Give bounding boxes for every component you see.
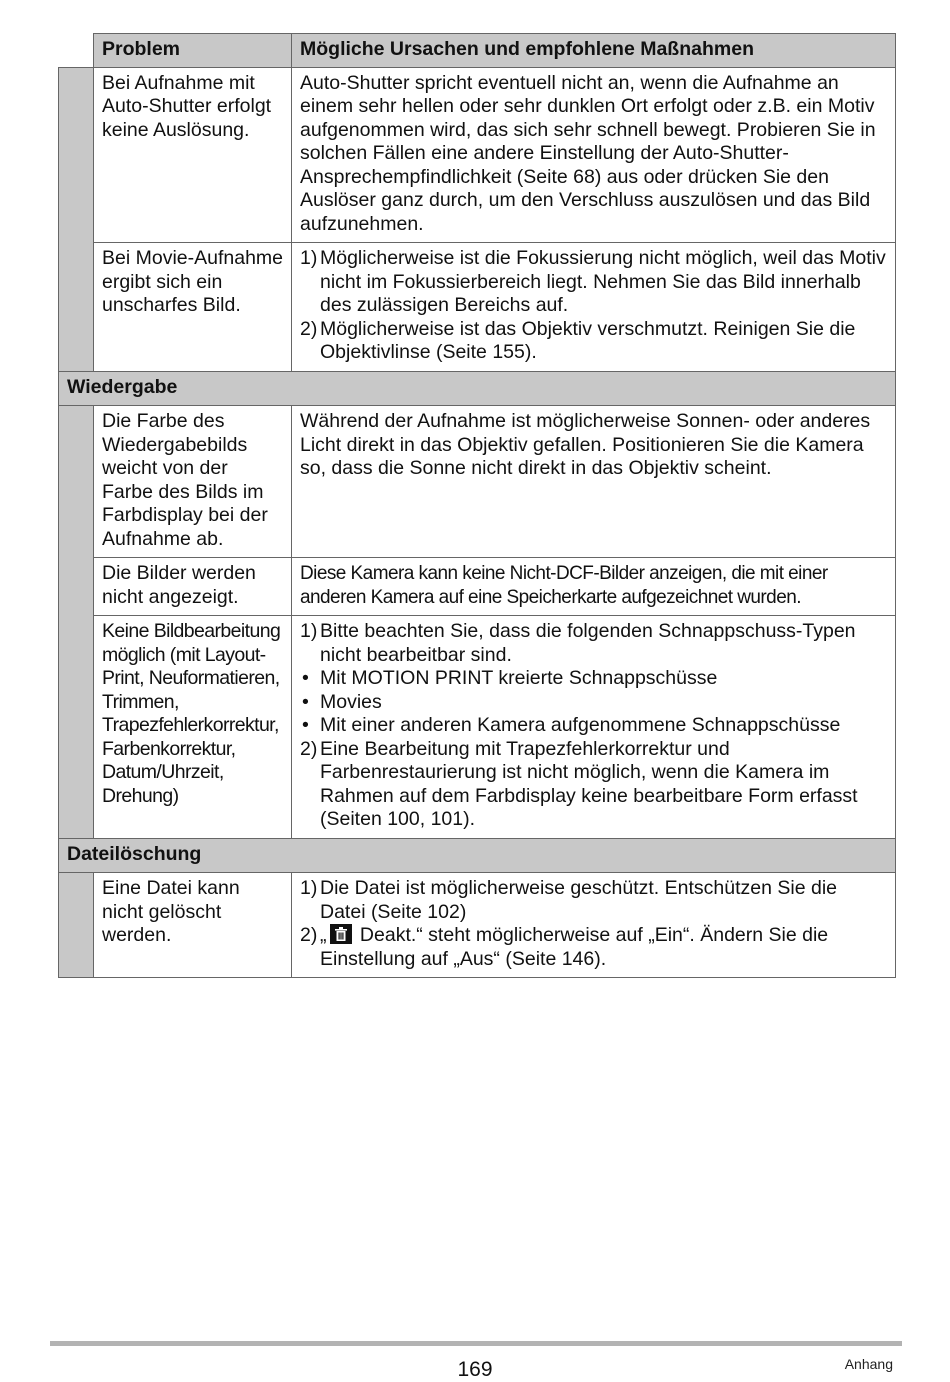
numbered-item <box>300 247 887 318</box>
cause-cell: Diese Kamera kann keine Nicht-DCF-Bilder anzeigen, die mit einer anderen Kamera auf eine Speicherkarte aufgezeichnet wurden. <box>292 558 896 616</box>
table-header-row <box>59 34 896 68</box>
problem-cell: Die Farbe des Wiedergabebilds weicht von der Farbe des Bilds im Farbdisplay bei der Aufnahme ab. <box>94 406 292 558</box>
numbered-item <box>300 877 887 924</box>
item-number: 2) <box>300 924 318 946</box>
item-number: 2) <box>300 317 318 340</box>
cause-cell <box>292 873 896 978</box>
table-row <box>59 67 896 243</box>
problem-cell: Eine Datei kann nicht gelöscht werden. <box>94 873 292 978</box>
row-indent <box>59 873 94 978</box>
header-spacer <box>59 34 94 68</box>
table-row <box>59 243 896 372</box>
item-number: 1) <box>300 620 318 642</box>
section-row <box>59 371 896 406</box>
cause-cell: Auto-Shutter spricht eventuell nicht an, wenn die Aufnahme an einem sehr hellen oder sehr dunklen Ort erfolgt oder z.B. ein Motiv aufgenommen wird, das sich sehr schnell bewegt. Probieren Sie in solchen Fällen eine andere Einstellung der Auto-Shutter-Ansprechempfindlichkeit (Seite 68) aus oder drücken Sie den Auslöser ganz durch, um den Verschluss auszulösen und das Bild aufzunehmen. <box>292 67 896 243</box>
problem-cell: Keine Bildbearbeitung möglich (mit Layout-Print, Neuformatieren, Trimmen, Trapezfehlerkorrektur, Farbenkorrektur, Datum/Uhrzeit, Drehung) <box>94 616 292 839</box>
open-quote: „ <box>320 924 327 946</box>
numbered-item <box>300 620 887 667</box>
bullet-text: Mit MOTION PRINT kreierte Schnappschüsse <box>320 667 718 689</box>
item-text: Eine Bearbeitung mit Trapezfehlerkorrektur und Farbenrestaurierung ist nicht möglich, wenn die Kamera im Rahmen auf dem Farbdisplay keine bearbeitbare Form erfasst (Seiten 100, 101). <box>320 737 858 830</box>
item-number: 2) <box>300 737 318 760</box>
problem-cell: Bei Aufnahme mit Auto-Shutter erfolgt keine Auslösung. <box>94 67 292 243</box>
cause-cell: Während der Aufnahme ist möglicherweise Sonnen- oder anderes Licht direkt in das Objektiv gefallen. Positionieren Sie die Kamera so, dass die Sonne nicht direkt in das Objektiv scheint. <box>292 406 896 558</box>
item-text: Möglicherweise ist das Objektiv verschmutzt. Reinigen Sie die Objektivlinse (Seite 155). <box>320 317 856 363</box>
item-text <box>320 924 887 971</box>
numbered-item <box>300 738 887 832</box>
bullet-marker: • <box>302 690 309 713</box>
table-row <box>59 616 896 839</box>
cause-cell <box>292 616 896 839</box>
bullet-item <box>300 714 887 738</box>
section-heading-playback: Wiedergabe <box>59 371 896 406</box>
item-text-rest: Deakt.“ steht möglicherweise auf „Ein“. Ändern Sie die Einstellung auf „Aus“ (Seite 146). <box>320 924 829 970</box>
numbered-item <box>300 924 887 971</box>
numbered-item <box>300 318 887 365</box>
item-text: Möglicherweise ist die Fokussierung nicht möglich, weil das Motiv nicht im Fokussierbereich liegt. Nehmen Sie das Bild innerhalb des zulässigen Bereichs auf. <box>320 247 886 316</box>
bullet-item <box>300 667 887 691</box>
item-text: Bitte beachten Sie, dass die folgenden Schnappschuss-Typen nicht bearbeitbar sind. <box>320 620 856 666</box>
page-number: 169 <box>457 1358 493 1381</box>
item-text: Die Datei ist möglicherweise geschützt. Entschützen Sie die Datei (Seite 102) <box>320 877 837 923</box>
bullet-marker: • <box>302 667 309 689</box>
bullet-marker: • <box>302 714 309 736</box>
section-heading-delete: Dateilöschung <box>59 838 896 873</box>
header-causes: Mögliche Ursachen und empfohlene Maßnahmen <box>292 34 896 68</box>
row-indent <box>59 406 94 839</box>
cause-cell <box>292 243 896 372</box>
table-row <box>59 558 896 616</box>
item-number: 1) <box>300 877 318 899</box>
bullet-text: Movies <box>320 690 382 713</box>
troubleshooting-table <box>58 33 896 978</box>
bullet-text: Mit einer anderen Kamera aufgenommene Schnappschüsse <box>320 714 841 736</box>
header-problem: Problem <box>94 34 292 68</box>
bullet-item <box>300 691 887 715</box>
section-label: Anhang <box>844 1356 893 1372</box>
section-row <box>59 838 896 873</box>
problem-cell: Die Bilder werden nicht angezeigt. <box>94 558 292 616</box>
problem-cell: Bei Movie-Aufnahme ergibt sich ein unscharfes Bild. <box>94 243 292 372</box>
table-row <box>59 406 896 558</box>
trash-icon <box>330 924 352 944</box>
table-row <box>59 873 896 978</box>
footer-rule <box>50 1341 902 1346</box>
row-indent <box>59 67 94 371</box>
item-number: 1) <box>300 247 318 269</box>
